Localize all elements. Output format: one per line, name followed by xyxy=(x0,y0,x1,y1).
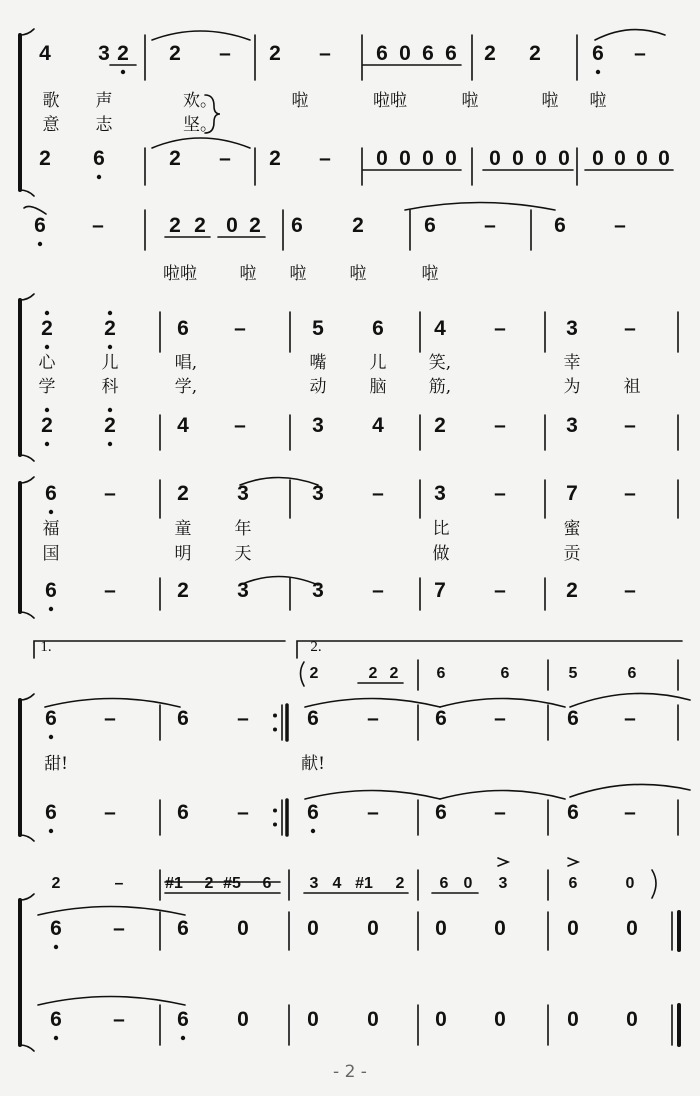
tie-arc xyxy=(595,30,665,40)
accent-mark xyxy=(498,858,508,866)
note-glyph: – xyxy=(624,317,636,340)
lyric-syllable: 啦 xyxy=(541,91,559,111)
lyric-syllable: 甜! xyxy=(44,754,68,774)
accent-mark xyxy=(568,858,578,866)
lyric-syllable: 脑 xyxy=(369,377,387,397)
note-glyph: 6 xyxy=(554,214,566,237)
note-glyph: – xyxy=(113,1008,125,1031)
note-glyph: – xyxy=(234,414,246,437)
note-glyph: 6 xyxy=(436,665,446,682)
lyric-syllable: 啦啦 xyxy=(373,91,407,111)
octave-dot xyxy=(45,442,49,446)
note-glyph: 4 xyxy=(332,875,342,892)
note-glyph: 0 xyxy=(463,875,473,892)
note-glyph: 2 xyxy=(177,579,189,602)
lyric-syllable: 志 xyxy=(95,115,113,135)
note-glyph: 0 xyxy=(307,1008,319,1031)
note-glyph: 2 xyxy=(39,147,51,170)
paren-close xyxy=(652,870,656,898)
note-glyph: 3 xyxy=(312,579,324,602)
note-glyph: – xyxy=(319,147,331,170)
octave-dot xyxy=(38,242,42,246)
bracket-hook xyxy=(20,455,34,461)
note-glyph: 2 xyxy=(249,214,261,237)
note-glyph: – xyxy=(92,214,104,237)
note-glyph: 0 xyxy=(435,1008,447,1031)
note-glyph: – xyxy=(494,801,506,824)
note-glyph: 6 xyxy=(177,801,189,824)
lyric-syllable: 筋, xyxy=(428,377,452,397)
bracket-hook xyxy=(20,190,34,196)
bracket-hook xyxy=(20,1045,34,1051)
note-glyph: 5 xyxy=(312,317,324,340)
note-glyph: 3 xyxy=(498,875,508,892)
note-glyph: 2 xyxy=(104,414,116,437)
note-glyph: 2 xyxy=(434,414,446,437)
note-glyph: 3 xyxy=(566,414,578,437)
note-glyph: – xyxy=(367,801,379,824)
bracket-hook xyxy=(20,612,34,618)
note-glyph: 0 xyxy=(614,147,626,170)
octave-dot xyxy=(108,345,112,349)
tie-arc xyxy=(305,791,440,800)
octave-dot xyxy=(596,70,600,74)
lyric-syllable: 欢。 xyxy=(183,91,217,111)
note-glyph: 3 xyxy=(309,875,319,892)
lyric-syllable: 天 xyxy=(234,544,252,564)
octave-dot xyxy=(121,70,125,74)
note-glyph: 0 xyxy=(422,147,434,170)
tie-arc xyxy=(38,907,185,916)
note-glyph: 6 xyxy=(93,147,105,170)
note-glyph: 6 xyxy=(445,42,457,65)
note-glyph: – xyxy=(237,707,249,730)
note-glyph: 2 xyxy=(309,665,319,682)
octave-dot xyxy=(97,175,101,179)
lyric-syllable: 唱, xyxy=(174,353,198,373)
note-glyph: – xyxy=(494,414,506,437)
note-glyph: 1. xyxy=(40,639,52,655)
bracket-hook xyxy=(20,894,34,900)
note-glyph: 6 xyxy=(45,579,57,602)
note-glyph: 0 xyxy=(237,917,249,940)
note-glyph: – xyxy=(372,482,384,505)
note-glyph: – xyxy=(104,801,116,824)
note-glyph: 7 xyxy=(566,482,578,505)
note-glyph: 6 xyxy=(45,707,57,730)
note-glyph: 6 xyxy=(307,707,319,730)
note-glyph: – xyxy=(494,707,506,730)
note-glyph: 3 xyxy=(312,482,324,505)
note-glyph: 5 xyxy=(568,665,578,682)
octave-dot xyxy=(181,1036,185,1040)
repeat-dot xyxy=(273,823,277,827)
note-glyph: 0 xyxy=(435,917,447,940)
lyric-syllable: 嘴 xyxy=(309,353,327,373)
note-glyph: 0 xyxy=(625,875,635,892)
lyric-syllable: 蜜 xyxy=(563,519,581,539)
note-glyph: 4 xyxy=(372,414,384,437)
lyric-syllable: 声 xyxy=(95,91,113,111)
note-glyph: – xyxy=(634,42,646,65)
note-glyph: 6 xyxy=(177,317,189,340)
note-glyph: 6 xyxy=(435,707,447,730)
note-glyph: 0 xyxy=(399,42,411,65)
note-glyph: 0 xyxy=(237,1008,249,1031)
note-glyph: – xyxy=(319,42,331,65)
note-glyph: – xyxy=(624,579,636,602)
note-glyph: 2 xyxy=(104,317,116,340)
lyric-syllable: 学 xyxy=(38,377,56,397)
note-glyph: 6 xyxy=(567,707,579,730)
score-lines xyxy=(20,29,690,1051)
note-glyph: 0 xyxy=(535,147,547,170)
lyric-syllable: 儿 xyxy=(369,353,387,373)
note-glyph: 6 xyxy=(422,42,434,65)
octave-dot xyxy=(49,607,53,611)
note-glyph: 2 xyxy=(169,147,181,170)
volta-bracket xyxy=(297,641,682,658)
note-glyph: 6 xyxy=(372,317,384,340)
note-glyph: – xyxy=(104,482,116,505)
note-glyph: 3 xyxy=(312,414,324,437)
note-glyph: 6 xyxy=(500,665,510,682)
note-glyph: 2 xyxy=(368,665,378,682)
note-glyph: 2 xyxy=(204,875,214,892)
note-glyph: – xyxy=(614,214,626,237)
note-glyph: 4 xyxy=(177,414,189,437)
note-glyph: 6 xyxy=(50,917,62,940)
note-glyph: 0 xyxy=(399,147,411,170)
lyric-syllable: 幸 xyxy=(563,353,581,373)
note-glyph: 2 xyxy=(41,414,53,437)
note-glyph: 0 xyxy=(445,147,457,170)
note-glyph: 2 xyxy=(529,42,541,65)
note-glyph: 0 xyxy=(494,1008,506,1031)
lyric-syllable: 歌 xyxy=(42,91,60,111)
staccato-dot xyxy=(45,311,49,315)
note-glyph: – xyxy=(494,317,506,340)
note-glyph: 0 xyxy=(626,1008,638,1031)
note-glyph: 3 xyxy=(434,482,446,505)
note-glyph: 6 xyxy=(177,1008,189,1031)
tie-arc xyxy=(440,699,565,708)
paren-open xyxy=(301,662,305,686)
bracket-hook xyxy=(20,477,34,483)
octave-dot xyxy=(311,829,315,833)
bracket-hook xyxy=(20,694,34,700)
note-glyph: 0 xyxy=(512,147,524,170)
tie-arc xyxy=(38,997,185,1006)
lyric-syllable: 贡 xyxy=(563,544,581,564)
note-glyph: 4 xyxy=(434,317,446,340)
note-glyph: 0 xyxy=(567,1008,579,1031)
page-number: - 2 - xyxy=(333,1062,367,1082)
note-glyph: #1 xyxy=(165,875,183,892)
note-glyph: 6 xyxy=(376,42,388,65)
score-notes xyxy=(34,42,670,1040)
note-glyph: 6 xyxy=(177,707,189,730)
note-glyph: 6 xyxy=(435,801,447,824)
note-glyph: 2 xyxy=(269,42,281,65)
octave-dot xyxy=(54,1036,58,1040)
lyric-syllable: 啦 xyxy=(239,264,257,284)
note-glyph: 0 xyxy=(367,1008,379,1031)
lyric-syllable: 心 xyxy=(38,353,56,373)
note-glyph: 7 xyxy=(434,579,446,602)
note-glyph: 6 xyxy=(627,665,637,682)
staccato-dot xyxy=(108,311,112,315)
lyric-syllable: 啦 xyxy=(421,264,439,284)
volta-bracket xyxy=(34,641,285,658)
repeat-dot xyxy=(273,714,277,718)
octave-dot xyxy=(54,945,58,949)
lyric-syllable: 做 xyxy=(432,544,450,564)
note-glyph: 2 xyxy=(51,875,61,892)
note-glyph: 6 xyxy=(45,482,57,505)
lyric-syllable: 啦啦 xyxy=(163,264,197,284)
lyric-syllable: 啦 xyxy=(349,264,367,284)
note-glyph: #1 xyxy=(355,875,373,892)
note-glyph: 6 xyxy=(567,801,579,824)
note-glyph: 2 xyxy=(177,482,189,505)
lyric-syllable: 福 xyxy=(42,519,60,539)
lyric-syllable: 笑, xyxy=(428,353,452,373)
tie-arc xyxy=(152,31,250,40)
note-glyph: 3 xyxy=(98,42,110,65)
lyric-syllable: 坚。 xyxy=(183,115,217,135)
note-glyph: – xyxy=(494,482,506,505)
note-glyph: 6 xyxy=(439,875,449,892)
note-glyph: 0 xyxy=(636,147,648,170)
lyric-syllable: 啦 xyxy=(589,91,607,111)
note-glyph: – xyxy=(104,707,116,730)
lyric-syllable: 国 xyxy=(42,544,60,564)
lyric-syllable: 献! xyxy=(301,754,325,774)
note-glyph: 3 xyxy=(566,317,578,340)
note-glyph: – xyxy=(104,579,116,602)
lyric-syllable: 为 xyxy=(563,377,581,397)
lyric-syllable: 学, xyxy=(174,377,198,397)
bracket-hook xyxy=(20,294,34,300)
note-glyph: – xyxy=(372,579,384,602)
note-glyph: – xyxy=(113,917,125,940)
note-glyph: 6 xyxy=(45,801,57,824)
note-glyph: 6 xyxy=(291,214,303,237)
note-glyph: 0 xyxy=(489,147,501,170)
lyric-syllable: 比 xyxy=(432,519,450,539)
note-glyph: 6 xyxy=(424,214,436,237)
note-glyph: 0 xyxy=(307,917,319,940)
lyric-syllable: 动 xyxy=(309,377,327,397)
note-glyph: 6 xyxy=(34,214,46,237)
octave-dot xyxy=(49,735,53,739)
tie-arc xyxy=(240,478,318,486)
note-glyph: – xyxy=(219,147,231,170)
note-glyph: 4 xyxy=(39,42,51,65)
note-glyph: 0 xyxy=(494,917,506,940)
tie-arc xyxy=(152,138,250,148)
note-glyph: 0 xyxy=(226,214,238,237)
note-glyph: 3 xyxy=(237,579,249,602)
lyric-syllable: 年 xyxy=(234,519,252,539)
tie-arc xyxy=(24,206,46,214)
note-glyph: – xyxy=(237,801,249,824)
note-glyph: 6 xyxy=(177,917,189,940)
note-glyph: 0 xyxy=(567,917,579,940)
note-glyph: 2 xyxy=(169,214,181,237)
note-glyph: #5 xyxy=(223,875,241,892)
note-glyph: 2 xyxy=(41,317,53,340)
tie-arc xyxy=(405,203,555,211)
note-glyph: – xyxy=(624,414,636,437)
tie-arc xyxy=(240,577,318,586)
lyric-syllable: 啦 xyxy=(291,91,309,111)
note-glyph: 2 xyxy=(269,147,281,170)
note-glyph: 0 xyxy=(376,147,388,170)
bracket-hook xyxy=(20,835,34,841)
repeat-dot xyxy=(273,728,277,732)
note-glyph: – xyxy=(484,214,496,237)
note-glyph: 0 xyxy=(626,917,638,940)
tie-arc xyxy=(305,699,440,708)
note-glyph: – xyxy=(114,875,124,892)
note-glyph: 0 xyxy=(367,917,379,940)
note-glyph: – xyxy=(234,317,246,340)
note-glyph: 2 xyxy=(194,214,206,237)
lyric-syllable: 科 xyxy=(101,377,119,397)
note-glyph: 2 xyxy=(389,665,399,682)
lyric-syllable: 明 xyxy=(174,544,192,564)
repeat-dot xyxy=(273,809,277,813)
lyric-syllable: 儿 xyxy=(101,353,119,373)
octave-dot xyxy=(45,345,49,349)
note-glyph: 2 xyxy=(484,42,496,65)
note-glyph: – xyxy=(367,707,379,730)
note-glyph: 3 xyxy=(237,482,249,505)
octave-dot xyxy=(49,510,53,514)
note-glyph: – xyxy=(624,482,636,505)
note-glyph: 6 xyxy=(568,875,578,892)
note-glyph: – xyxy=(494,579,506,602)
note-glyph: – xyxy=(624,801,636,824)
note-glyph: 2 xyxy=(117,42,129,65)
bracket-hook xyxy=(20,29,34,35)
octave-dot xyxy=(108,442,112,446)
note-glyph: 6 xyxy=(262,875,272,892)
note-glyph: 0 xyxy=(592,147,604,170)
note-glyph: 2. xyxy=(310,639,322,655)
lyric-syllable: 祖 xyxy=(623,377,641,397)
note-glyph: – xyxy=(219,42,231,65)
note-glyph: 6 xyxy=(592,42,604,65)
lyric-syllable: 意 xyxy=(42,115,60,135)
tie-arc xyxy=(440,791,565,800)
note-glyph: 2 xyxy=(566,579,578,602)
lyric-syllable: 啦 xyxy=(289,264,307,284)
note-glyph: 2 xyxy=(395,875,405,892)
tie-arc xyxy=(570,693,690,707)
note-glyph: 0 xyxy=(558,147,570,170)
note-glyph: 6 xyxy=(307,801,319,824)
tie-arc xyxy=(570,784,690,797)
note-glyph: 0 xyxy=(658,147,670,170)
lyric-syllable: 啦 xyxy=(461,91,479,111)
staccato-dot xyxy=(108,408,112,412)
note-glyph: 2 xyxy=(169,42,181,65)
lyric-syllable: 童 xyxy=(174,519,192,539)
note-glyph: 2 xyxy=(352,214,364,237)
octave-dot xyxy=(49,829,53,833)
staccato-dot xyxy=(45,408,49,412)
note-glyph: – xyxy=(624,707,636,730)
note-glyph: 6 xyxy=(50,1008,62,1031)
